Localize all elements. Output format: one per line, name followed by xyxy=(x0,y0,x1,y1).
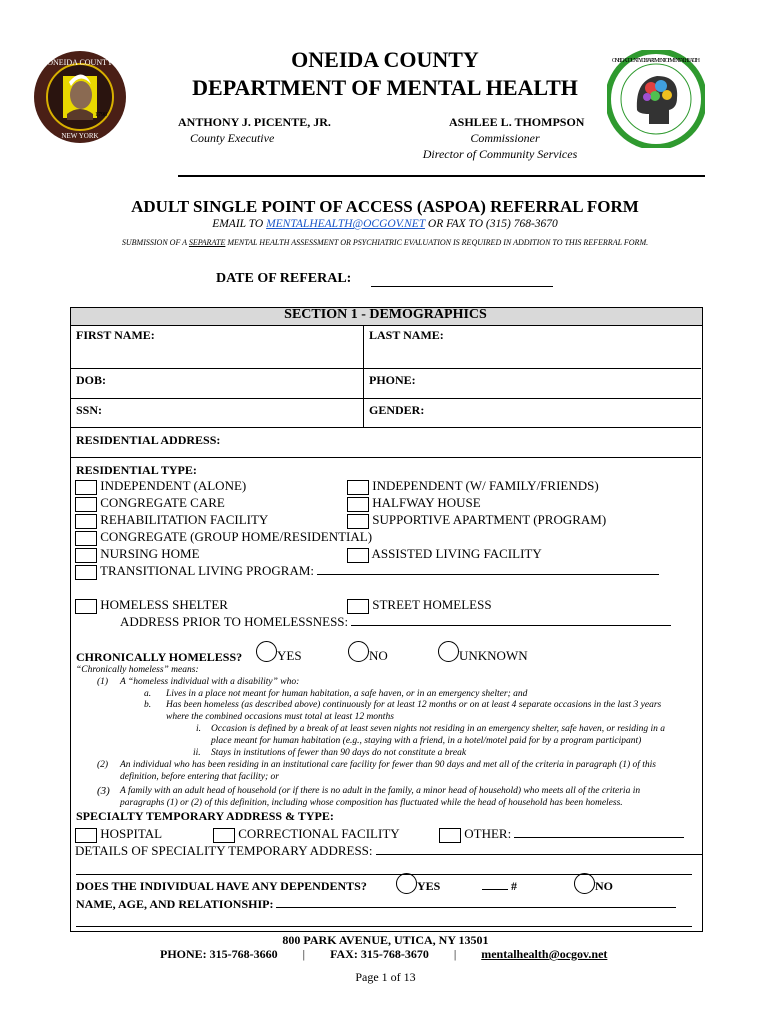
checkbox[interactable] xyxy=(75,514,97,529)
definition-ii-numeral: ii. xyxy=(193,748,201,758)
option-label: YES xyxy=(417,879,441,894)
definition-a-letter: a. xyxy=(144,689,152,699)
opt-label: CONGREGATE CARE xyxy=(100,495,225,510)
definition-2-line2: definition, before entering that facility; or xyxy=(120,772,280,782)
opt-label: REHABILITATION FACILITY xyxy=(100,512,269,527)
definition-2-line1: An individual who has been residing in an institutional care facility for fewer than 90 days and met all of the criteria in paragraph (1) of this xyxy=(120,760,657,770)
opt-label: SUPPORTIVE APARTMENT (PROGRAM) xyxy=(372,512,607,527)
checkbox[interactable] xyxy=(75,548,97,563)
submission-note xyxy=(40,238,730,247)
checkbox[interactable] xyxy=(347,480,369,495)
date-of-referral-field[interactable] xyxy=(371,286,553,287)
page-number: Page 1 of 13 xyxy=(355,970,416,984)
form-title: ADULT SINGLE POINT OF ACCESS (ASPOA) REFERRAL FORM xyxy=(131,197,639,216)
opt-label: HOSPITAL xyxy=(100,826,163,841)
email-prefix: EMAIL TO xyxy=(212,218,267,230)
radio-circle[interactable] xyxy=(256,641,277,662)
checkbox[interactable] xyxy=(213,828,235,843)
checkbox[interactable] xyxy=(75,599,97,614)
radio-circle[interactable] xyxy=(438,641,459,662)
opt-other[interactable] xyxy=(439,826,684,843)
definition-1-number: (1) xyxy=(97,677,109,687)
checkbox[interactable] xyxy=(75,828,97,843)
footer-address: 800 PARK AVENUE, UTICA, NY 13501 xyxy=(282,933,489,947)
footer-email[interactable]: mentalhealth@ocgov.net xyxy=(481,947,608,961)
footer-separator: | xyxy=(302,947,306,961)
submission-post: MENTAL HEALTH ASSESSMENT OR PSYCHIATRIC EVALUATION IS REQUIRED IN ADDITION TO THIS REFERRAL FORM. xyxy=(225,238,649,247)
checkbox[interactable] xyxy=(347,514,369,529)
option-label: NO xyxy=(595,879,613,894)
definition-i-line1: Occasion is defined by a break of at least seven nights not residing in an emergency shelter, safe haven, or residing in a xyxy=(211,724,665,734)
opt-label: TRANSITIONAL LIVING PROGRAM: xyxy=(100,563,315,578)
details-specialty-input[interactable] xyxy=(376,854,702,855)
dependents-count-input[interactable] xyxy=(482,889,508,890)
opt-hospital[interactable] xyxy=(75,826,162,843)
checkbox[interactable] xyxy=(347,497,369,512)
definition-3-line1: A family with an adult head of household (or if there is no adult in the family, a minor head of household) who meets all of the criteria in xyxy=(120,786,641,796)
opt-correctional[interactable] xyxy=(213,826,400,843)
svg-text:1798: 1798 xyxy=(95,112,107,118)
radio-circle[interactable] xyxy=(396,873,417,894)
submission-pre: SUBMISSION OF A xyxy=(121,238,189,247)
definition-3-number: (3) xyxy=(97,785,110,797)
footer-phone: PHONE: 315-768-3660 xyxy=(160,947,278,961)
email-fax-line xyxy=(60,218,710,230)
definition-1: A “homeless individual with a disability” who: xyxy=(120,677,300,687)
opt-halfway-house[interactable] xyxy=(347,495,481,512)
svg-text:ONEIDA COUNTY · DEPARTMENT OF: ONEIDA COUNTY · DEPARTMENT OF MENTAL HEALTH xyxy=(612,58,700,64)
opt-label: CORRECTIONAL FACILITY xyxy=(238,826,400,841)
other-input[interactable] xyxy=(514,837,684,838)
opt-assisted-living[interactable] xyxy=(347,546,542,563)
residential-address-field[interactable]: RESIDENTIAL ADDRESS: xyxy=(76,433,221,447)
dependents-label: DOES THE INDIVIDUAL HAVE ANY DEPENDENTS? xyxy=(76,879,367,893)
definition-ii: Stays in institutions of fewer than 90 days do not constitute a break xyxy=(211,748,467,758)
radio-circle[interactable] xyxy=(574,873,595,894)
definition-b-letter: b. xyxy=(144,700,152,710)
checkbox[interactable] xyxy=(75,480,97,495)
opt-label: HALFWAY HOUSE xyxy=(372,495,481,510)
option-label: YES xyxy=(277,648,302,664)
definition-b-line1: Has been homeless (as described above) continuously for at least 12 months or on at least 4 separate occasions in the last 3 years xyxy=(166,700,662,710)
gender-field[interactable]: GENDER: xyxy=(369,403,425,417)
name-age-input[interactable] xyxy=(276,907,676,908)
checkbox[interactable] xyxy=(75,565,97,580)
chronic-yes-option[interactable] xyxy=(256,641,302,662)
definition-i-numeral: i. xyxy=(196,724,202,734)
opt-label: HOMELESS SHELTER xyxy=(100,597,228,612)
row-divider xyxy=(70,457,701,458)
details-specialty-label: DETAILS OF SPECIALITY TEMPORARY ADDRESS: xyxy=(75,843,373,858)
option-label: UNKNOWN xyxy=(459,648,528,664)
row-divider xyxy=(70,368,701,369)
opt-label: OTHER: xyxy=(464,826,512,841)
address-prior-row xyxy=(120,614,671,630)
checkbox[interactable] xyxy=(75,531,97,546)
opt-congregate-group[interactable] xyxy=(75,529,372,546)
date-of-referral-label: DATE OF REFERAL: xyxy=(216,271,352,286)
dob-field[interactable]: DOB: xyxy=(76,373,106,387)
row-divider xyxy=(70,398,701,399)
footer-fax: FAX: 315-768-3670 xyxy=(330,947,429,961)
opt-independent-family[interactable] xyxy=(347,478,599,495)
definition-2-number: (2) xyxy=(97,760,109,770)
chronic-no-option[interactable] xyxy=(348,641,388,662)
phone-field[interactable]: PHONE: xyxy=(369,373,416,387)
director-title: Director of Community Services xyxy=(422,147,578,161)
specialty-address-label: SPECIALTY TEMPORARY ADDRESS & TYPE: xyxy=(76,809,334,823)
opt-transitional-living[interactable] xyxy=(75,563,659,580)
county-title: ONEIDA COUNTY xyxy=(291,47,479,72)
opt-nursing-home[interactable] xyxy=(75,546,200,563)
dependents-count[interactable] xyxy=(482,879,517,894)
opt-label: ASSISTED LIVING FACILITY xyxy=(371,546,542,561)
row-divider xyxy=(70,427,701,428)
radio-circle[interactable] xyxy=(348,641,369,662)
transitional-input[interactable] xyxy=(317,574,659,575)
address-prior-label: ADDRESS PRIOR TO HOMELESSNESS: xyxy=(120,614,349,629)
footer-contact-row xyxy=(160,947,607,962)
definition-b-line2: where the combined occasions must total at least 12 months xyxy=(166,712,394,722)
name-age-relationship-row xyxy=(76,897,676,912)
submission-separate: SEPARATE xyxy=(188,238,226,247)
ssn-field[interactable]: SSN: xyxy=(76,403,103,417)
col-divider xyxy=(363,325,364,427)
chronic-unknown-option[interactable] xyxy=(438,641,528,662)
commissioner-title: Commissioner xyxy=(470,131,540,145)
opt-rehab-facility[interactable] xyxy=(75,512,268,529)
definition-intro: “Chronically homeless” means: xyxy=(76,665,199,675)
definition-3-line2: paragraphs (1) or (2) of this definition, including whose composition has fluctuated while the head of household has been homeless. xyxy=(120,798,623,808)
name-age-label: NAME, AGE, AND RELATIONSHIP: xyxy=(76,897,274,911)
county-executive-name: ANTHONY J. PICENTE, JR. xyxy=(178,115,331,129)
opt-label: INDEPENDENT (W/ FAMILY/FRIENDS) xyxy=(372,478,599,493)
footer-separator: | xyxy=(453,947,457,961)
opt-street-homeless[interactable] xyxy=(347,597,492,614)
opt-label: STREET HOMELESS xyxy=(372,597,492,612)
details-specialty-row xyxy=(75,843,702,859)
fax-suffix: OR FAX TO (315) 768-3670 xyxy=(425,218,558,230)
department-seal-logo xyxy=(607,50,705,148)
opt-homeless-shelter[interactable] xyxy=(75,597,228,614)
residential-type-label: RESIDENTIAL TYPE: xyxy=(76,463,197,477)
checkbox[interactable] xyxy=(75,497,97,512)
dependents-yes-option[interactable] xyxy=(396,873,440,894)
last-name-field[interactable]: LAST NAME: xyxy=(369,328,444,342)
opt-congregate-care[interactable] xyxy=(75,495,225,512)
header-divider xyxy=(178,175,705,177)
commissioner-name: ASHLEE L. THOMPSON xyxy=(449,115,585,129)
department-title: DEPARTMENT OF MENTAL HEALTH xyxy=(192,75,578,100)
option-label: NO xyxy=(369,648,388,664)
opt-independent-alone[interactable] xyxy=(75,478,246,495)
county-executive-title: County Executive xyxy=(190,131,275,145)
checkbox[interactable] xyxy=(347,548,369,563)
definition-i-line2: place meant for human habitation (e.g., staying with a friend, in a hotel/motel paid for by a program participant) xyxy=(211,736,642,746)
definition-a: Lives in a place not meant for human habitation, a safe haven, or in an emergency shelter; and xyxy=(166,689,528,699)
chronic-homeless-label: CHRONICALLY HOMELESS? xyxy=(76,650,243,664)
first-name-field[interactable]: FIRST NAME: xyxy=(76,328,155,342)
email-link[interactable]: MENTALHEALTH@OCGOV.NET xyxy=(266,218,426,230)
county-seal-logo xyxy=(33,50,127,144)
svg-text:ONEIDA COUNTY: ONEIDA COUNTY xyxy=(47,58,113,67)
opt-label: NURSING HOME xyxy=(100,546,200,561)
opt-label: CONGREGATE (GROUP HOME/RESIDENTIAL) xyxy=(100,529,373,544)
svg-text:NEW YORK: NEW YORK xyxy=(61,132,99,140)
checkbox[interactable] xyxy=(439,828,461,843)
dependents-no-option[interactable] xyxy=(574,873,613,894)
section1-title: SECTION 1 - DEMOGRAPHICS xyxy=(284,307,487,322)
address-prior-input[interactable] xyxy=(351,625,671,626)
name-age-line2[interactable] xyxy=(76,926,692,927)
opt-supportive-apartment[interactable] xyxy=(347,512,606,529)
count-label: # xyxy=(511,879,517,893)
opt-label: INDEPENDENT (ALONE) xyxy=(100,478,247,493)
checkbox[interactable] xyxy=(347,599,369,614)
